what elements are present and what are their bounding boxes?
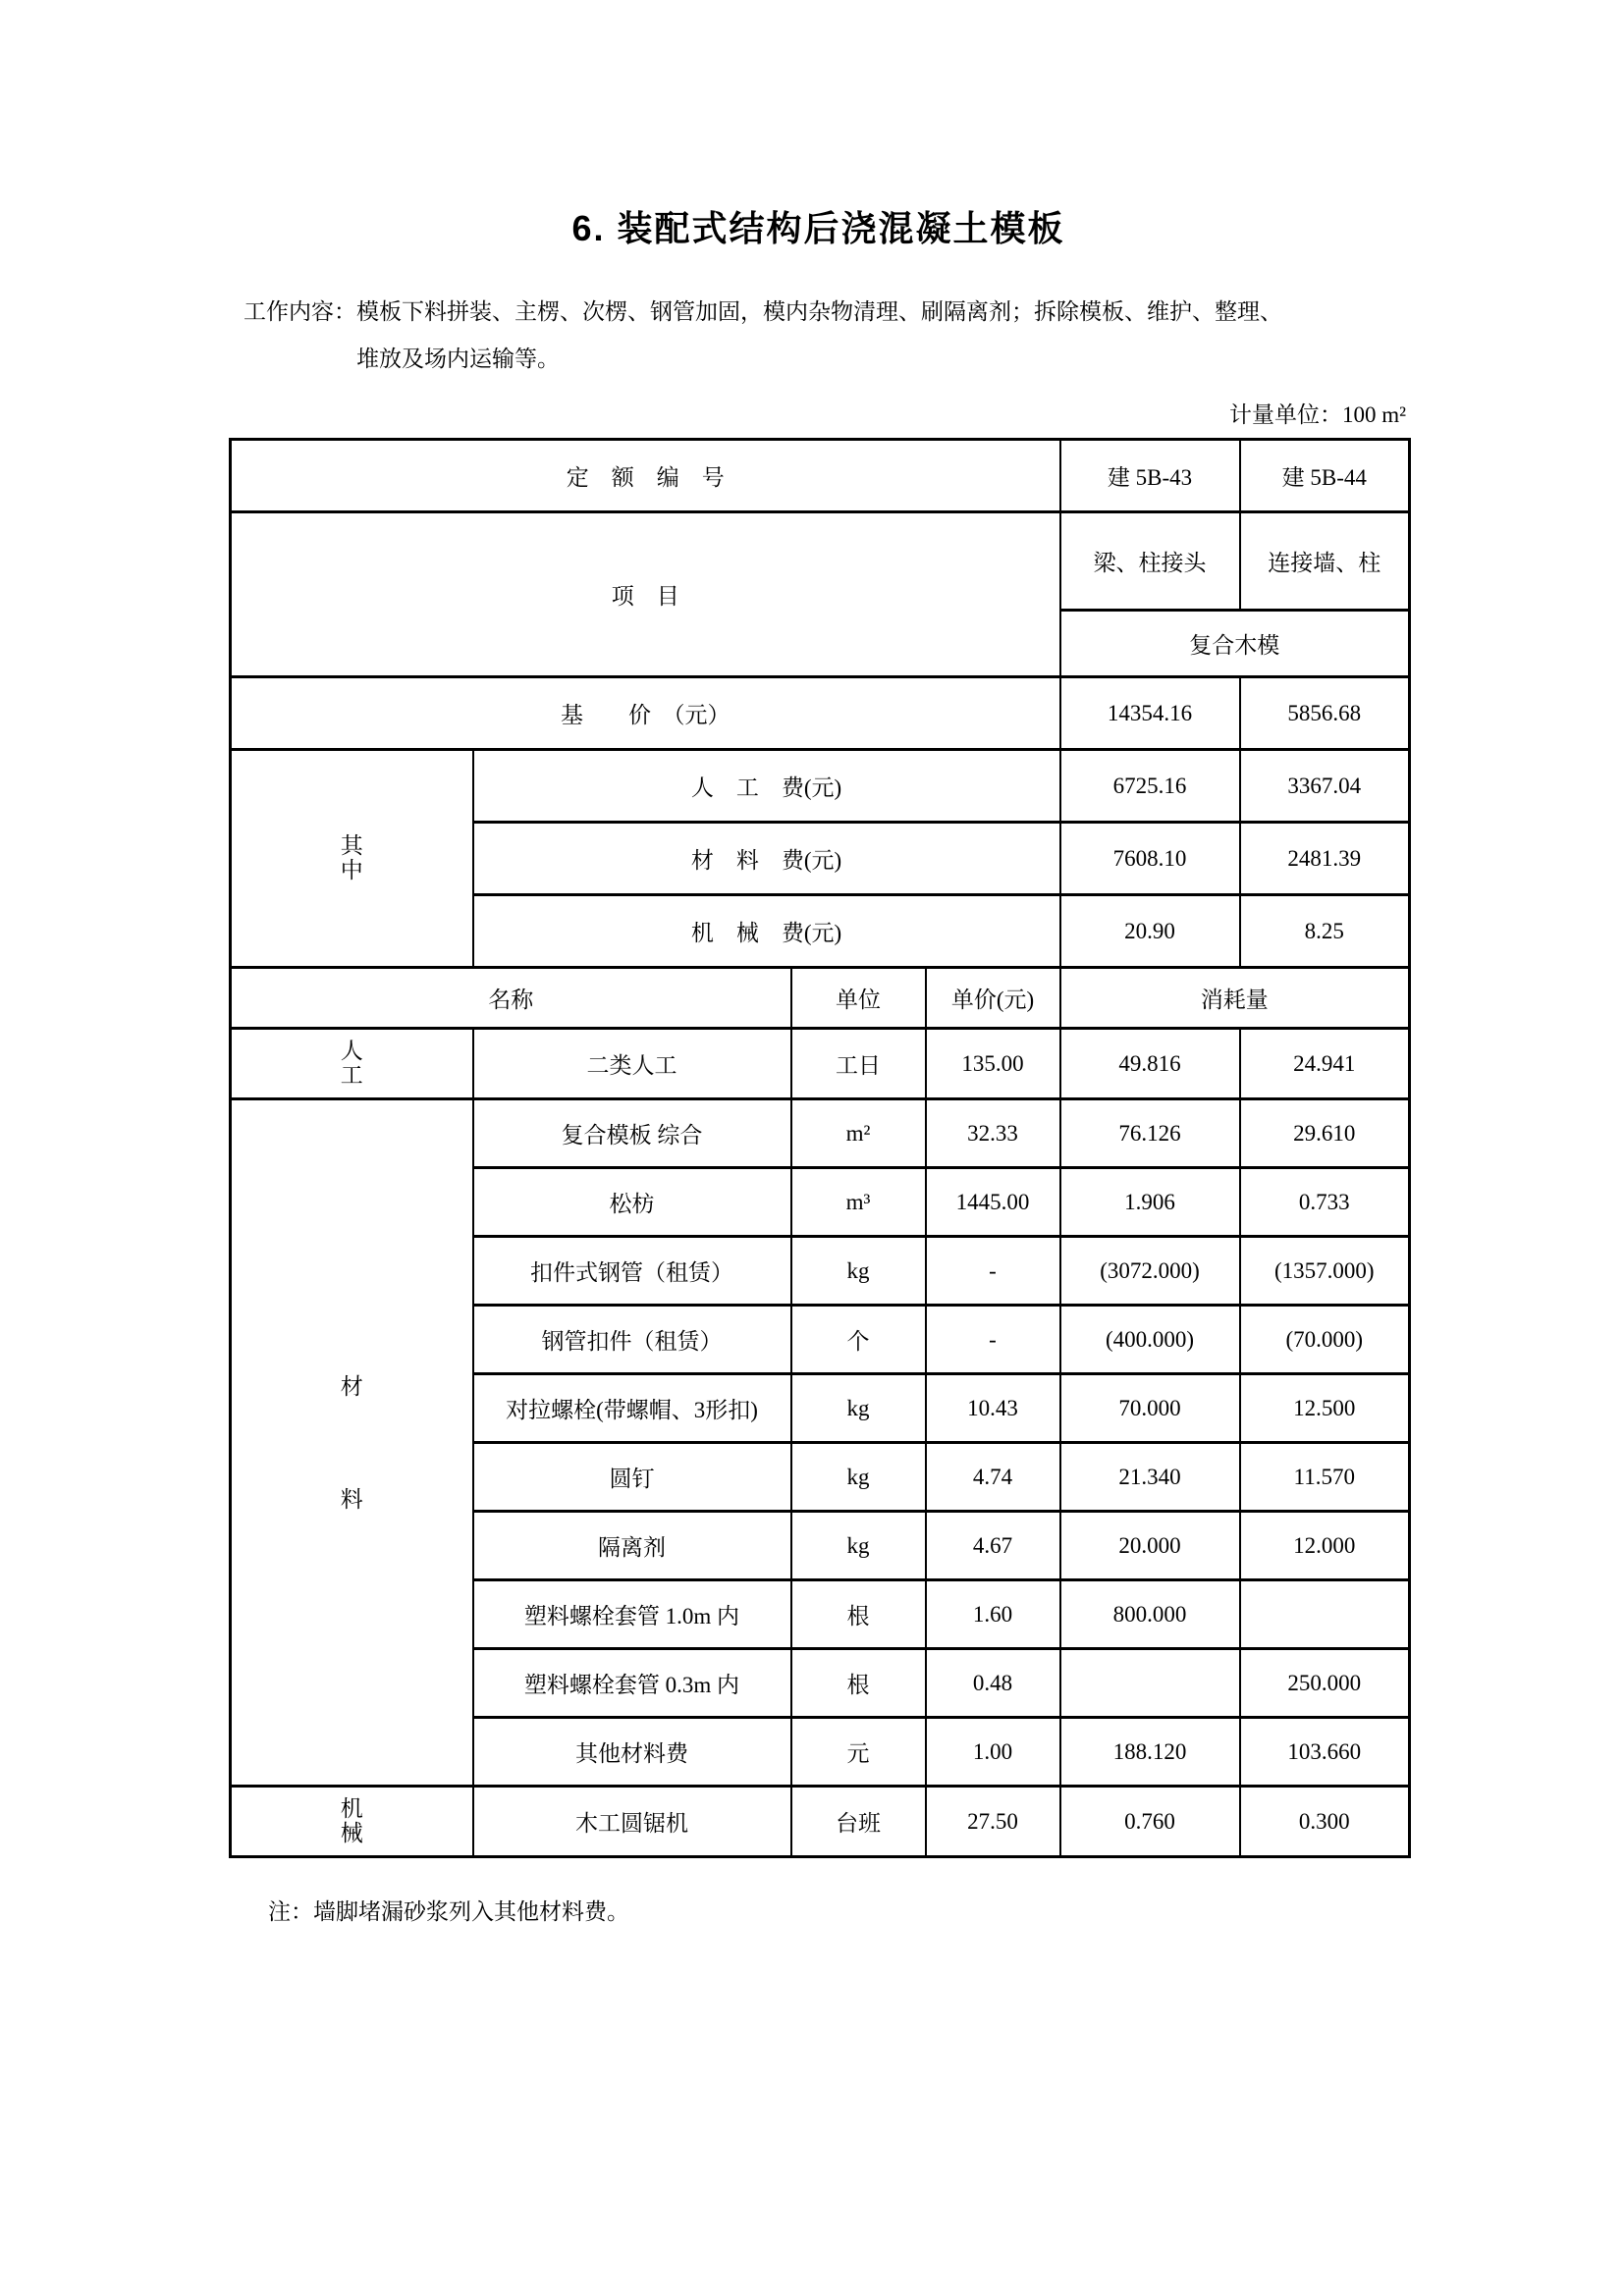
work-content bbox=[244, 289, 1408, 383]
material-unit-cell: 根 bbox=[791, 1649, 926, 1718]
material-value-2: 0.733 bbox=[1240, 1168, 1410, 1237]
quota-table bbox=[229, 438, 1411, 1858]
machine-price-cell: 27.50 bbox=[926, 1787, 1060, 1857]
labor-fee-value-2: 3367.04 bbox=[1240, 750, 1410, 823]
page-title: 6. 装配式结构后浇混凝土模板 bbox=[571, 208, 1065, 248]
quota-number-row bbox=[231, 440, 1410, 512]
machine-vertical-label: 机械 bbox=[340, 1795, 363, 1846]
material-unit-cell: m³ bbox=[791, 1168, 926, 1237]
work-content-text bbox=[356, 289, 1408, 383]
labor-vertical-label: 人工 bbox=[340, 1038, 363, 1089]
columns-header-row bbox=[231, 968, 1410, 1029]
material-unit-cell: kg bbox=[791, 1443, 926, 1512]
material-price-cell: 1.00 bbox=[926, 1718, 1060, 1787]
material-value-2: 11.570 bbox=[1240, 1443, 1410, 1512]
material-price-cell: 32.33 bbox=[926, 1099, 1060, 1168]
material-value-1: 20.000 bbox=[1060, 1512, 1240, 1580]
labor-row bbox=[231, 1029, 1410, 1099]
material-name-cell: 圆钉 bbox=[473, 1443, 791, 1512]
material-price-cell: - bbox=[926, 1237, 1060, 1306]
material-price-cell: 4.74 bbox=[926, 1443, 1060, 1512]
material-fee-label-cell: 材 料 费(元) bbox=[473, 823, 1060, 895]
labor-group-cell bbox=[231, 1029, 473, 1099]
material-row bbox=[231, 1099, 1410, 1168]
machine-value-2: 0.300 bbox=[1240, 1787, 1410, 1857]
material-price-cell: 10.43 bbox=[926, 1374, 1060, 1443]
among-vertical-label: 其中 bbox=[340, 832, 363, 883]
among-label-cell bbox=[231, 750, 473, 968]
material-value-2: 250.000 bbox=[1240, 1649, 1410, 1718]
material-name-cell: 塑料螺栓套管 1.0m 内 bbox=[473, 1580, 791, 1649]
labor-value-2: 24.941 bbox=[1240, 1029, 1410, 1099]
material-value-2: 12.000 bbox=[1240, 1512, 1410, 1580]
item-col-cell-2: 连接墙、柱 bbox=[1240, 512, 1410, 611]
material-name-cell: 对拉螺栓(带螺帽、3形扣) bbox=[473, 1374, 791, 1443]
base-price-label-cell: 基 价 （元） bbox=[231, 677, 1060, 750]
material-name-cell: 扣件式钢管（租赁） bbox=[473, 1237, 791, 1306]
machine-row bbox=[231, 1787, 1410, 1857]
material-price-cell: - bbox=[926, 1306, 1060, 1374]
material-value-1: (400.000) bbox=[1060, 1306, 1240, 1374]
material-name-cell: 复合模板 综合 bbox=[473, 1099, 791, 1168]
machine-value-1: 0.760 bbox=[1060, 1787, 1240, 1857]
material-value-1: 76.126 bbox=[1060, 1099, 1240, 1168]
base-price-row bbox=[231, 677, 1410, 750]
material-unit-cell: 根 bbox=[791, 1580, 926, 1649]
labor-price-cell: 135.00 bbox=[926, 1029, 1060, 1099]
machine-group-cell bbox=[231, 1787, 473, 1857]
labor-value-1: 49.816 bbox=[1060, 1029, 1240, 1099]
material-name-cell: 松枋 bbox=[473, 1168, 791, 1237]
work-content-label: 工作内容： bbox=[244, 299, 356, 324]
material-price-cell: 1445.00 bbox=[926, 1168, 1060, 1237]
labor-fee-value-1: 6725.16 bbox=[1060, 750, 1240, 823]
item-col-cell-1: 梁、柱接头 bbox=[1060, 512, 1240, 611]
material-value-1: 188.120 bbox=[1060, 1718, 1240, 1787]
material-value-2 bbox=[1240, 1580, 1410, 1649]
item-label-cell: 项 目 bbox=[231, 512, 1060, 677]
labor-name-cell: 二类人工 bbox=[473, 1029, 791, 1099]
material-unit-cell: kg bbox=[791, 1237, 926, 1306]
material-value-2: (1357.000) bbox=[1240, 1237, 1410, 1306]
material-group-cell bbox=[231, 1099, 473, 1787]
material-name-cell: 其他材料费 bbox=[473, 1718, 791, 1787]
machine-fee-value-1: 20.90 bbox=[1060, 895, 1240, 968]
footnote: 注：墙脚堵漏砂浆列入其他材料费。 bbox=[268, 1899, 629, 1924]
material-price-cell: 4.67 bbox=[926, 1512, 1060, 1580]
material-price-cell: 0.48 bbox=[926, 1649, 1060, 1718]
material-unit-cell: 个 bbox=[791, 1306, 926, 1374]
material-name-cell: 钢管扣件（租赁） bbox=[473, 1306, 791, 1374]
material-vertical-label: 材料 bbox=[340, 1373, 363, 1512]
machine-fee-value-2: 8.25 bbox=[1240, 895, 1410, 968]
material-fee-value-2: 2481.39 bbox=[1240, 823, 1410, 895]
quota-number-label-cell: 定 额 编 号 bbox=[231, 440, 1060, 512]
material-value-2: 12.500 bbox=[1240, 1374, 1410, 1443]
base-price-value-1: 14354.16 bbox=[1060, 677, 1240, 750]
price-header-cell: 单价(元) bbox=[926, 968, 1060, 1029]
consumption-header-cell: 消耗量 bbox=[1060, 968, 1410, 1029]
material-value-1: 1.906 bbox=[1060, 1168, 1240, 1237]
base-price-value-2: 5856.68 bbox=[1240, 677, 1410, 750]
material-value-1: (3072.000) bbox=[1060, 1237, 1240, 1306]
material-fee-value-1: 7608.10 bbox=[1060, 823, 1240, 895]
labor-fee-label-cell: 人 工 费(元) bbox=[473, 750, 1060, 823]
material-name-cell: 隔离剂 bbox=[473, 1512, 791, 1580]
material-value-2: 103.660 bbox=[1240, 1718, 1410, 1787]
material-price-cell: 1.60 bbox=[926, 1580, 1060, 1649]
material-value-1 bbox=[1060, 1649, 1240, 1718]
unit-header-cell: 单位 bbox=[791, 968, 926, 1029]
work-content-line2: 堆放及场内运输等。 bbox=[356, 347, 560, 371]
work-content-line1: 模板下料拼装、主楞、次楞、钢管加固，模内杂物清理、刷隔离剂；拆除模板、维护、整理、 bbox=[356, 299, 1282, 324]
material-value-2: 29.610 bbox=[1240, 1099, 1410, 1168]
page-content bbox=[229, 0, 1408, 1926]
labor-fee-row bbox=[231, 750, 1410, 823]
material-value-1: 70.000 bbox=[1060, 1374, 1240, 1443]
machine-unit-cell: 台班 bbox=[791, 1787, 926, 1857]
material-name-cell: 塑料螺栓套管 0.3m 内 bbox=[473, 1649, 791, 1718]
labor-unit-cell: 工日 bbox=[791, 1029, 926, 1099]
material-value-1: 800.000 bbox=[1060, 1580, 1240, 1649]
measure-unit-note: 计量单位：100 m² bbox=[1228, 402, 1406, 427]
item-row bbox=[231, 512, 1410, 611]
quota-code-cell-1: 建 5B-43 bbox=[1060, 440, 1240, 512]
machine-name-cell: 木工圆锯机 bbox=[473, 1787, 791, 1857]
material-value-2: (70.000) bbox=[1240, 1306, 1410, 1374]
material-unit-cell: kg bbox=[791, 1374, 926, 1443]
quota-code-cell-2: 建 5B-44 bbox=[1240, 440, 1410, 512]
machine-fee-label-cell: 机 械 费(元) bbox=[473, 895, 1060, 968]
material-unit-cell: kg bbox=[791, 1512, 926, 1580]
material-unit-cell: 元 bbox=[791, 1718, 926, 1787]
item-sub-cell: 复合木模 bbox=[1060, 611, 1410, 677]
material-value-1: 21.340 bbox=[1060, 1443, 1240, 1512]
name-header-cell: 名称 bbox=[231, 968, 791, 1029]
material-unit-cell: m² bbox=[791, 1099, 926, 1168]
